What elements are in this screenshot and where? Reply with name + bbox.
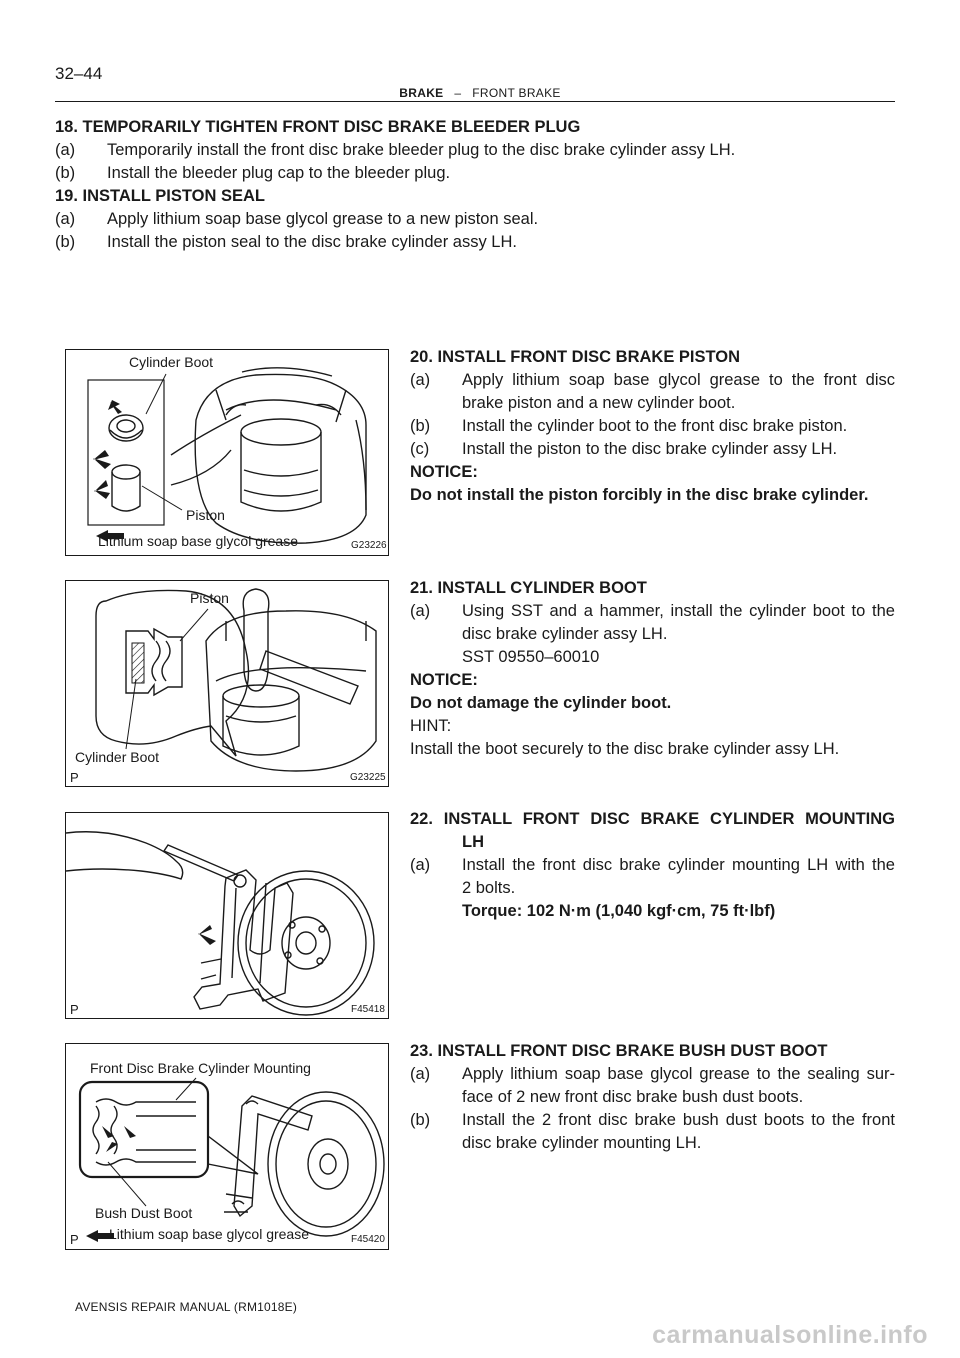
figure-f45418-id: F45418: [351, 1004, 385, 1015]
figure-f45420-label-grease: Lithium soap base glycol grease: [109, 1226, 310, 1242]
page-number: 32–44: [55, 64, 103, 83]
figure-g23226: [65, 349, 389, 556]
figure-f45420-label-mounting: Front Disc Brake Cylinder Mounting: [90, 1060, 311, 1076]
figure-f45420-p-mark: P: [70, 1232, 79, 1247]
figure-f45418-illustration: [66, 813, 388, 1018]
step-18-title: 18. TEMPORARILY TIGHTEN FRONT DISC BRAKE BLEEDER PLUG: [55, 118, 581, 136]
step-19b: (b) Install the piston seal to the disc brake cylinder assy LH.: [55, 233, 517, 251]
step-21-hint-text: Install the boot securely to the disc brake cylinder assy LH.: [410, 740, 840, 758]
step-21-title: 21. INSTALL CYLINDER BOOT: [410, 579, 647, 597]
figure-f45420: [65, 1043, 389, 1250]
step-22-title-cont: LH: [462, 833, 484, 851]
figure-g23226-illustration: [66, 350, 388, 555]
figure-g23225-label-cylinder-boot: Cylinder Boot: [75, 749, 160, 765]
figure-f45420-label-bush-dust-boot: Bush Dust Boot: [95, 1205, 193, 1221]
step-20-notice-label: NOTICE:: [410, 463, 478, 481]
figure-g23226-label-cylinder-boot: Cylinder Boot: [129, 354, 214, 370]
figure-g23225: [65, 580, 389, 787]
step-20a: (a) Apply lithium soap base glycol grease to the front disc brake piston and a new cylinder boot.: [410, 371, 895, 412]
step-21-hint-label: HINT:: [410, 717, 452, 735]
header-section: BRAKE: [399, 86, 444, 100]
header-subsection: FRONT BRAKE: [472, 86, 561, 100]
step-19a: (a) Apply lithium soap base glycol grease to a new piston seal.: [55, 210, 539, 228]
figure-g23226-label-piston: Piston: [186, 507, 225, 523]
header-rule: [55, 101, 895, 102]
figure-g23225-label-piston: Piston: [190, 590, 229, 606]
step-23b: (b) Install the 2 front disc brake bush dust boots to the front disc brake cylinder mounting LH.: [410, 1111, 895, 1152]
running-header: [0, 86, 960, 100]
header-separator: –: [454, 86, 462, 100]
step-20c: (c) Install the piston to the disc brake cylinder assy LH.: [410, 440, 838, 458]
figure-g23226-label-grease: Lithium soap base glycol grease: [98, 533, 299, 549]
figure-f45418: [65, 812, 389, 1019]
step-21-sst: SST 09550–60010: [462, 648, 600, 666]
figure-g23226-id: G23226: [351, 540, 387, 551]
figure-g23225-p-mark: P: [70, 770, 79, 785]
step-23-title: 23. INSTALL FRONT DISC BRAKE BUSH DUST BOOT: [410, 1042, 828, 1060]
step-21-notice-label: NOTICE:: [410, 671, 478, 689]
step-22-torque: Torque: 102 N·m (1,040 kgf·cm, 75 ft·lbf): [462, 902, 776, 920]
step-18b: (b) Install the bleeder plug cap to the bleeder plug.: [55, 164, 451, 182]
step-20-notice-text: Do not install the piston forcibly in the disc brake cylinder.: [410, 486, 869, 504]
figure-f45420-id: F45420: [351, 1234, 385, 1245]
step-20-title: 20. INSTALL FRONT DISC BRAKE PISTON: [410, 348, 741, 366]
figure-f45418-p-mark: P: [70, 1002, 79, 1017]
watermark: carmanualsonline.info: [652, 1321, 928, 1349]
step-18a: (a) Temporarily install the front disc brake bleeder plug to the disc brake cylinder assy LH.: [55, 141, 736, 159]
step-19-title: 19. INSTALL PISTON SEAL: [55, 187, 265, 205]
figure-g23225-id: G23225: [350, 772, 386, 783]
step-22-title: 22. INSTALL FRONT DISC BRAKE CYLINDER MOUNTING: [410, 810, 895, 828]
footer-manual-id: AVENSIS REPAIR MANUAL (RM1018E): [75, 1300, 298, 1314]
step-21-notice-text: Do not damage the cylinder boot.: [410, 694, 672, 712]
step-20b: (b) Install the cylinder boot to the front disc brake piston.: [410, 417, 848, 435]
step-21a: (a) Using SST and a hammer, install the cylinder boot to the disc brake cylinder assy LH. SST 09550–60010: [410, 600, 895, 669]
step-22a: (a) Install the front disc brake cylinder mounting LH with the 2 bolts. Torque: 102 N·m (1,040 kgf·cm, 75 ft·lbf): [410, 854, 895, 923]
step-23a: (a) Apply lithium soap base glycol grease to the sealing sur- face of 2 new front disc brake bush dust boots.: [410, 1065, 895, 1106]
